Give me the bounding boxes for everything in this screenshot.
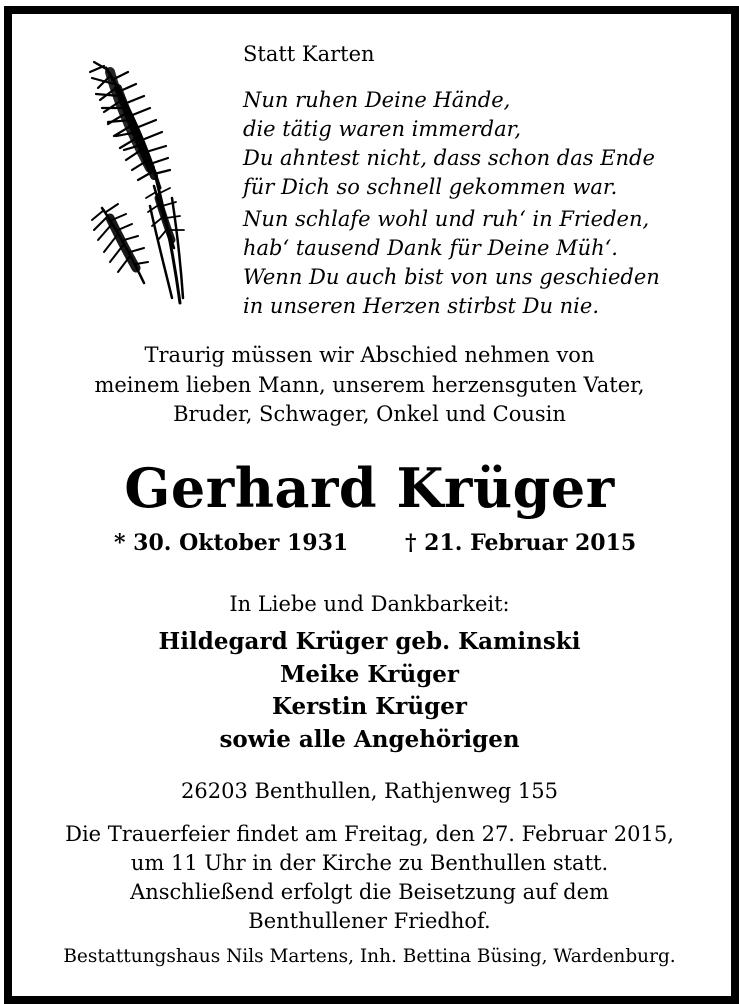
deceased-name: Gerhard Krüger [124, 456, 615, 520]
poem-line: in unseren Herzen stirbst Du nie. [243, 294, 599, 318]
death-date: † 21. Februar 2015 [405, 530, 637, 556]
funeral-home: Bestattungshaus Nils Martens, Inh. Bettina Büsing, Wardenburg. [63, 946, 676, 967]
ceremony-line: Benthullener Friedhof. [248, 909, 491, 933]
intro-text [0, 341, 739, 430]
poem-line: Du ahntest nicht, dass schon das Ende [243, 146, 655, 170]
mourner-name: Kerstin Krüger [272, 693, 467, 720]
address: 26203 Benthullen, Rathjenweg 155 [181, 779, 558, 803]
intro-line: Traurig müssen wir Abschied nehmen von [144, 343, 595, 367]
ceremony-info [0, 820, 739, 936]
poem-line: hab‘ tausend Dank für Deine Müh‘. [243, 236, 618, 260]
closing-phrase: In Liebe und Dankbarkeit: [229, 592, 510, 616]
ceremony-line: um 11 Uhr in der Kirche zu Benthullen statt. [130, 851, 609, 875]
mourners-list [0, 626, 739, 756]
ceremony-line: Anschließend erfolgt die Beisetzung auf dem [130, 880, 609, 904]
poem-stanza-2 [243, 205, 660, 321]
ceremony-line: Die Trauerfeier findet am Freitag, den 27. Februar 2015, [65, 822, 674, 846]
notice-header: Statt Karten [243, 42, 375, 66]
intro-line: meinem lieben Mann, unserem herzensguten Vater, [94, 372, 645, 397]
mourner-name: sowie alle Angehörigen [219, 725, 520, 753]
poem-line: Wenn Du auch bist von uns geschieden [243, 265, 660, 289]
mourner-name: Meike Krüger [279, 660, 460, 688]
poem-stanza-1 [243, 86, 655, 202]
poem-line: für Dich so schnell gekommen war. [243, 175, 618, 199]
intro-line: Bruder, Schwager, Onkel und Cousin [173, 402, 566, 426]
poem-line: Nun ruhen Deine Hände, [243, 88, 511, 112]
birth-date: * 30. Oktober 1931 [114, 530, 349, 556]
mourner-name: Hildegard Krüger geb. Kaminski [158, 628, 581, 655]
poem-line: die tätig waren immerdar, [243, 117, 522, 141]
wheat-ears-icon [88, 58, 198, 308]
poem-line: Nun schlafe wohl und ruh‘ in Frieden, [243, 207, 650, 231]
